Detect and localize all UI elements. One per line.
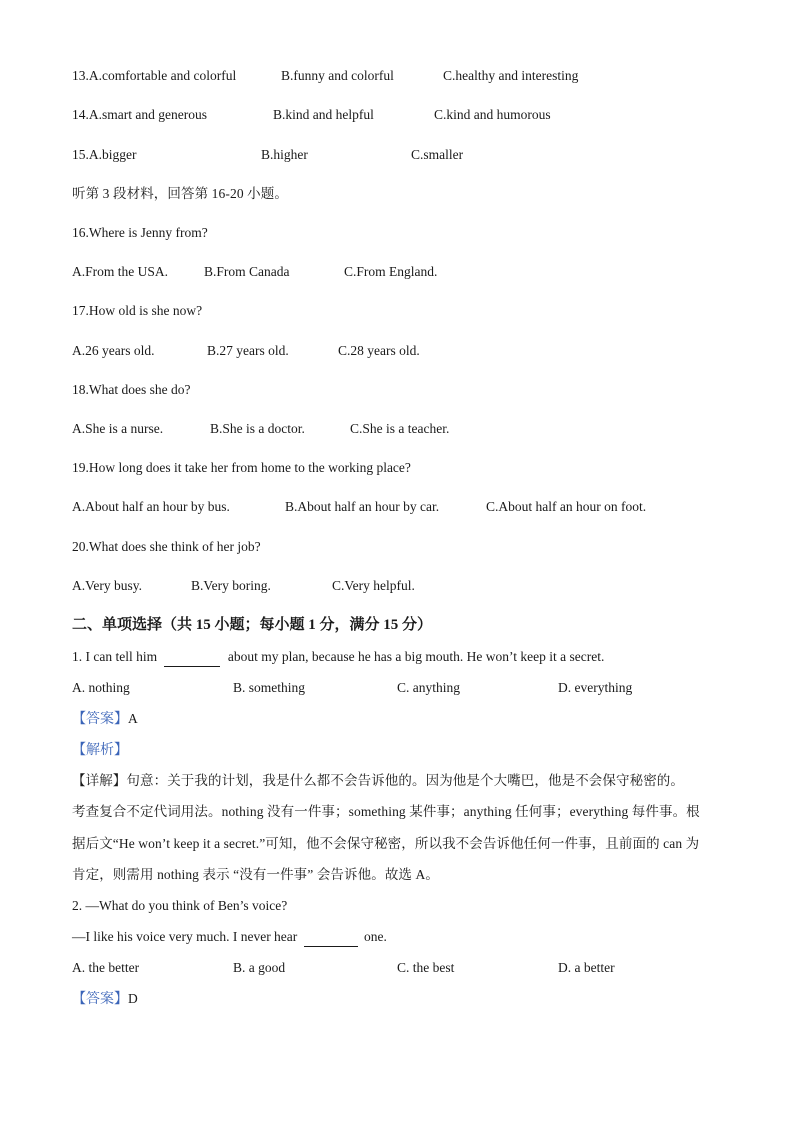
option-17c: C.28 years old.: [338, 343, 420, 358]
answer-value: A: [128, 711, 138, 726]
answer-tag: 【答案】: [72, 992, 128, 1007]
mc2-option-a: A. the better: [72, 960, 140, 975]
section-instruction: 听第 3 段材料，回答第 16-20 小题。: [72, 186, 288, 201]
mc1-analysis: [72, 741, 128, 760]
question-17: 17.How old is she now?: [72, 303, 203, 318]
detail-line-1: 【详解】句意：关于我的计划，我是什么都不会告诉他的。因为他是个大嘴巴，他是不会保守秘密的。: [72, 773, 684, 788]
mc2-stem-after: one.: [364, 929, 387, 944]
mc-question-2: 2. —What do you think of Ben’s voice?: [72, 898, 288, 913]
question-19: 19.How long does it take her from home to the working place?: [72, 460, 411, 475]
option-16c: C.From England.: [344, 264, 438, 279]
mc1-option-d: D. everything: [558, 680, 633, 695]
mc2-line-2: [72, 928, 387, 947]
mc2-option-c: C. the best: [397, 960, 455, 975]
option-19b: B.About half an hour by car.: [285, 499, 440, 514]
answer-blank: [164, 648, 220, 667]
option-13b: B.funny and colorful: [281, 68, 394, 83]
option-18b: B.She is a doctor.: [210, 421, 305, 436]
mc1-stem-after: about my plan, because he has a big mouth. He won’t keep it a secret.: [227, 649, 605, 664]
answer-value: D: [128, 991, 138, 1006]
option-16a: A.From the USA.: [72, 264, 169, 279]
detail-line-2: 考查复合不定代词用法。nothing 没有一件事；something 某件事；anything 任何事；everything 每件事。根: [72, 804, 700, 819]
option-13a: 13.A.comfortable and colorful: [72, 68, 237, 83]
question-18: 18.What does she do?: [72, 382, 191, 397]
mc1-option-a: A. nothing: [72, 680, 130, 695]
option-16b: B.From Canada: [204, 264, 290, 279]
option-14a: 14.A.smart and generous: [72, 107, 207, 122]
analysis-tag: 【解析】: [72, 743, 128, 758]
mc2-option-d: D. a better: [558, 960, 615, 975]
option-15b: B.higher: [261, 147, 308, 162]
mc1-answer: [72, 710, 138, 729]
option-14b: B.kind and helpful: [273, 107, 374, 122]
option-20a: A.Very busy.: [72, 578, 142, 593]
mc2-stem-before: —I like his voice very much. I never hear: [72, 929, 298, 944]
option-13c: C.healthy and interesting: [443, 68, 579, 83]
option-15c: C.smaller: [411, 147, 464, 162]
section-heading: 二、单项选择（共 15 小题；每小题 1 分，满分 15 分）: [72, 617, 433, 633]
mc2-option-b: B. a good: [233, 960, 286, 975]
detail-line-3: 据后文“He won’t keep it a secret.”可知，他不会保守秘密，所以我不会告诉他任何一件事，且前面的 can 为: [72, 836, 700, 851]
option-20b: B.Very boring.: [191, 578, 271, 593]
mc2-answer: [72, 990, 138, 1009]
answer-blank: [304, 928, 358, 947]
option-18a: A.She is a nurse.: [72, 421, 164, 436]
mc1-stem-before: 1. I can tell him: [72, 649, 158, 664]
option-15a: 15.A.bigger: [72, 147, 137, 162]
mc-question-1: [72, 648, 604, 667]
mc1-option-c: C. anything: [397, 680, 460, 695]
detail-line-4: 肯定，则需用 nothing 表示 “没有一件事” 会告诉他。故选 A。: [72, 867, 439, 882]
mc1-option-b: B. something: [233, 680, 306, 695]
option-19a: A.About half an hour by bus.: [72, 499, 230, 514]
option-18c: C.She is a teacher.: [350, 421, 450, 436]
question-20: 20.What does she think of her job?: [72, 539, 261, 554]
option-17b: B.27 years old.: [207, 343, 289, 358]
option-17a: A.26 years old.: [72, 343, 155, 358]
option-19c: C.About half an hour on foot.: [486, 499, 647, 514]
answer-tag: 【答案】: [72, 712, 128, 727]
question-16: 16.Where is Jenny from?: [72, 225, 208, 240]
option-20c: C.Very helpful.: [332, 578, 415, 593]
option-14c: C.kind and humorous: [434, 107, 551, 122]
